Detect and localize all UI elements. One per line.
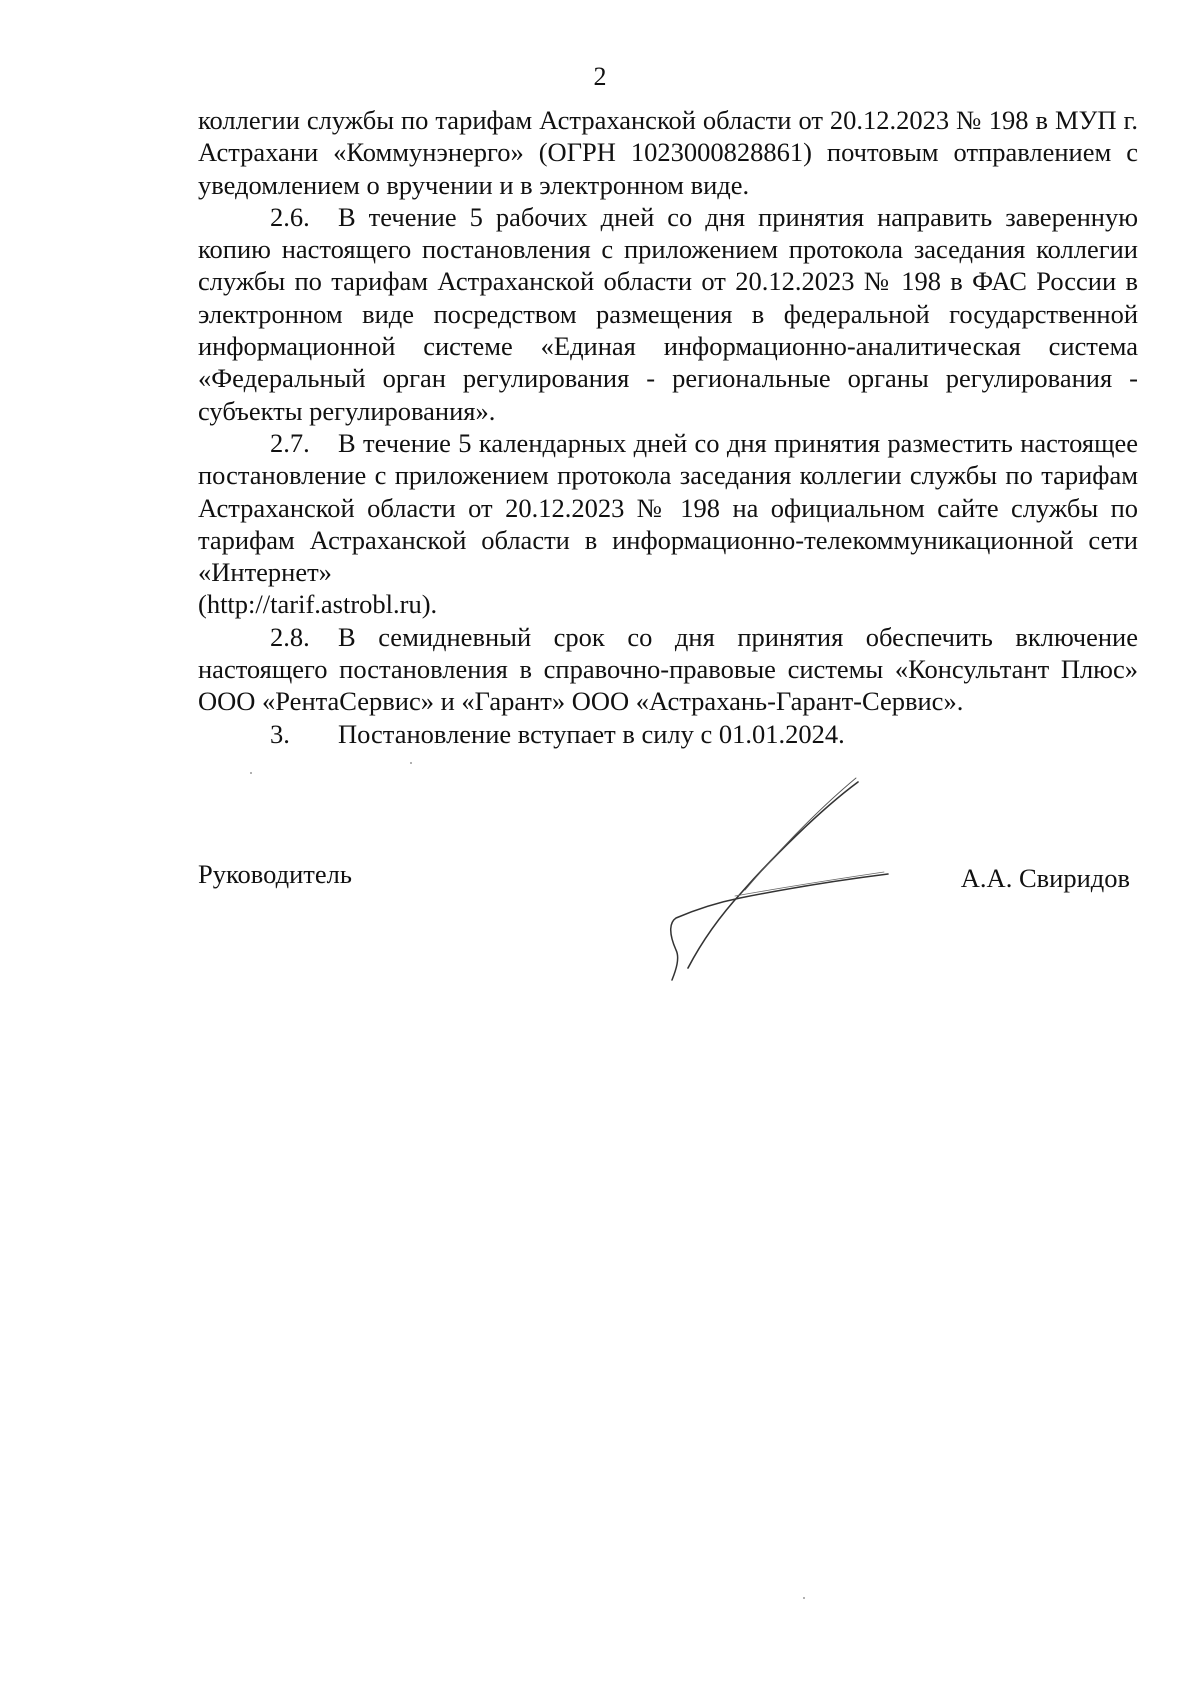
paragraph-text: В течение 5 календарных дней со дня принятия разместить настоящее постановление с приложением протокола заседания коллегии службы по тарифам Астраханской области от 20.12.2023 № 198 на официальном сайте службы по тарифам Астраханской области в информационно-телекоммуникационной сети «Интернет»: [198, 427, 1138, 588]
scan-speck: [803, 1597, 805, 1599]
paragraph-2-7-tail: [198, 588, 1138, 620]
paragraph-3: [198, 718, 1138, 750]
url-text: (http://tarif.astrobl.ru).: [198, 589, 438, 620]
signatory-title: Руководитель: [198, 859, 352, 889]
paragraph-number: 2.7.: [270, 427, 310, 458]
scan-speck: [250, 772, 252, 774]
paragraph-text: коллегии службы по тарифам Астраханской области от 20.12.2023 № 198 в МУП г. Астрахани «Коммунэнерго» (ОГРН 1023000828861) почтовым отправлением с уведомлением о вручении и в электронном виде.: [198, 105, 1138, 200]
paragraph-number: 3.: [270, 718, 290, 749]
paragraph-text: Постановление вступает в силу с 01.01.2024.: [338, 718, 845, 749]
document-body: [198, 104, 1138, 750]
signatory-name: А.А. Свиридов: [960, 863, 1130, 893]
paragraph-2-6: [198, 201, 1138, 427]
scan-speck: [410, 762, 412, 764]
paragraph-number: 2.8.: [270, 621, 310, 652]
page-number: 2: [593, 62, 607, 91]
paragraph-number: 2.6.: [270, 201, 310, 232]
paragraph-text: В семидневный срок со дня принятия обеспечить включение настоящего постановления в справочно-правовые системы «Консультант Плюс» ООО «РентаСервис» и «Гарант» ООО «Астрахань-Гарант-Сервис».: [198, 621, 1138, 717]
paragraph-text: В течение 5 рабочих дней со дня принятия направить заверенную копию настоящего постановления с приложением протокола заседания коллегии службы по тарифам Астраханской области от 20.12.2023 № 198 в ФАС России в электронном виде посредством размещения в федеральной государственной информационной системе «Единая информационно-аналитическая система «Федеральный орган регулирования - региональные органы регулирования - субъекты регулирования».: [198, 201, 1138, 426]
paragraph-2-8: [198, 621, 1138, 718]
paragraph-continuation: [198, 104, 1138, 201]
paragraph-2-7: [198, 427, 1138, 588]
